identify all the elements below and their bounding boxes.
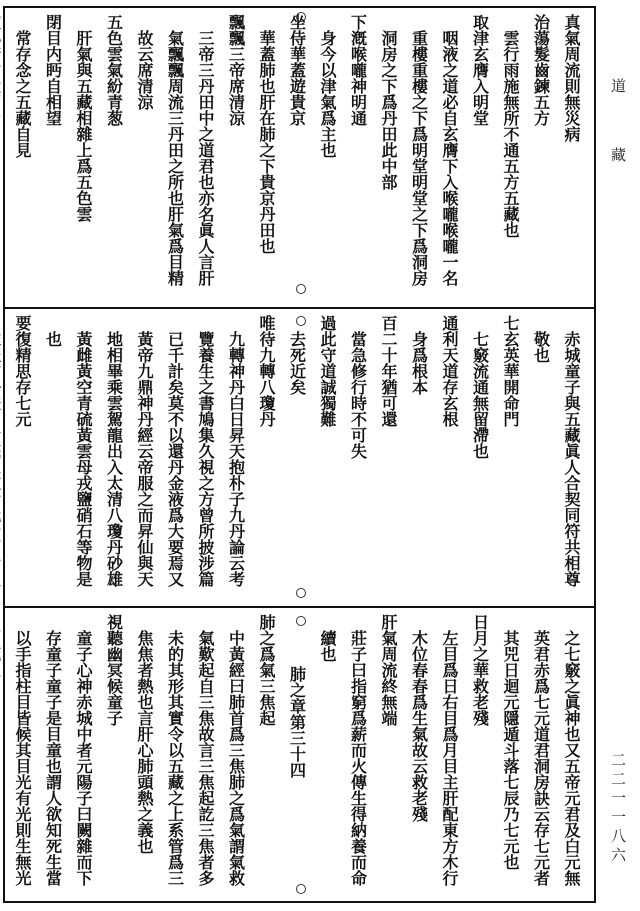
text-column: 洞房之下爲丹田此中部 [379,30,398,190]
text-column: 過此守道誠獨難 [318,315,337,427]
text-column: 之七竅之眞神也又五帝元君及白元無 [562,630,581,886]
text-column: 雲行雨施無所不通五方五藏也 [501,30,520,238]
binding-hole-mark [296,616,306,626]
text-column: 常存念之五藏自見 [13,30,32,158]
text-column: 也 [43,331,63,347]
text-column: 已千計矣莫不以還丹金液爲大要焉又 [165,331,185,587]
binding-hole-mark [296,284,306,294]
text-column: 童子心神赤城中者元陽子曰闕雜而下 [74,630,93,886]
text-column: 唯待九轉八瓊丹 [257,315,276,427]
text-column: 肝氣與五藏相雜上爲五色雲 [74,30,93,222]
binding-hole-mark [296,884,306,894]
text-column: 視聽幽冥候童子 [104,614,124,726]
text-column: 肝氣周流終無端 [379,614,398,726]
running-head: 道 藏 [609,78,627,180]
text-column: 身今以津氣爲主也 [318,30,337,158]
text-column: 氣歎起自三焦故言三焦起訖三焦者多 [196,630,215,886]
text-column: 七竅流通無留滯也 [470,331,490,459]
text-column: 身爲根本 [409,331,429,395]
text-column: 飄飄三帝席清涼 [226,14,246,126]
binding-hole-mark [296,12,306,22]
text-column: 五色雲氣紛青葱 [104,14,124,126]
text-column: 莊子曰指窮爲薪而火傳生得納養而命 [348,630,368,886]
text-column: 續也 [318,630,337,662]
text-column: 氣飄飄周流三丹田之所也肝氣爲目精 [165,30,185,286]
text-column: 下漑喉嚨神明通 [348,14,368,126]
text-column: 左目爲日右目爲月目主肝配東方木行 [440,630,459,886]
text-column: 閉目内眄自相望 [43,14,63,126]
text-column: 三帝三丹田中之道君也亦名眞人言肝 [196,30,215,286]
text-column: 七玄英華開命門 [501,315,520,427]
text-column: 焦焦者熱也言肝心肺頭熱之義也 [135,630,154,854]
text-column: 治蕩髮齒鍊五方 [531,14,551,126]
text-column: 以手指柱目皆候其目光有光則生無光 [13,630,32,886]
binding-hole-mark [296,588,306,598]
text-column: 未的其形其實令以五藏之上系管爲三 [165,630,185,886]
text-column: 地相畢乘雲駕龍出入太清八瓊丹砂雄 [104,331,124,587]
text-column: 故云席清涼 [135,30,154,110]
text-column: 日月之華救老殘 [470,614,490,726]
text-column: 黃雌黃空青硫黃雲母戎鹽硝石等物是 [74,331,93,587]
panel-columns [0,315,586,601]
text-column: 華蓋肺也肝在肺之下貴京丹田也 [257,30,276,254]
text-column: 黃帝九鼎神丹經云帝服之而昇仙與天 [135,331,154,587]
panel-columns [0,614,586,898]
text-column: 存童子童子是目童也謂人欲知死生當 [43,630,63,886]
text-column: 九轉神丹白日昇天抱朴子九丹論云考 [226,331,246,587]
text-column: 肺之章第三十四 [287,666,307,778]
text-column: 重樓重樓之下爲明堂明堂之下爲洞房 [409,30,429,286]
text-column: 當急修行時不可失 [348,331,368,459]
text-column: 覽養生之書鳩集久視之方曾所披涉篇 [196,331,215,587]
text-column: 中黃經曰肺首爲三焦肺之爲氣謂氣救 [226,630,246,886]
binding-hole-mark [296,316,306,326]
text-column: 要復精思存七元 [13,315,32,427]
text-column: 其兕日迴元隱遁斗落七辰乃七元也 [501,630,520,870]
text-panel-2 [4,309,594,605]
text-column: 去死近矣 [287,331,307,395]
text-column: 真氣周流則無災病 [562,14,581,142]
text-column: 取津玄膺入明堂 [470,14,490,126]
text-column: 英君赤爲七元道君洞房訣云存七元者 [531,630,551,886]
text-column: 坐侍華蓋遊貴京 [287,14,307,126]
text-column: 通利天道存玄根 [440,315,459,427]
text-column: 肺之爲氣三焦起 [257,614,276,726]
text-panel-1 [4,8,594,306]
text-column: 赤城童子與五藏眞人合契同符共相尊 [562,331,581,587]
text-column: 木位春春爲生氣故云救老殘 [409,630,429,822]
page-number: 二二一一八六 [609,752,627,866]
text-column: 敬也 [531,331,551,363]
text-column: 百二十年猶可還 [379,315,398,427]
text-column: 咽液之道必自玄膺下入喉嚨喉嚨一名 [440,30,459,286]
panel-columns [0,14,586,302]
text-panel-3 [4,608,594,902]
